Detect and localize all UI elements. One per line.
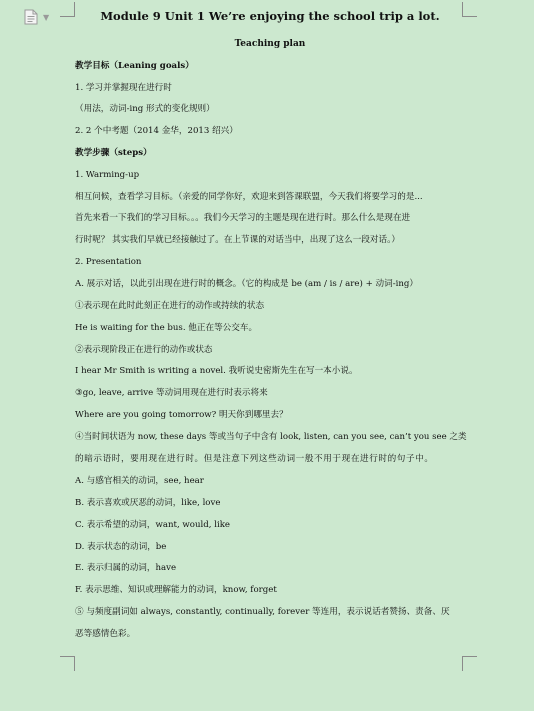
list-item: D. 表示状态的动词，be [75, 542, 167, 552]
text-line: 相互问候，查看学习目标。（亲爱的同学你好，欢迎来到答课联盟，今天我们将要学习的是... [75, 192, 423, 202]
text-line: ③go, leave, arrive 等动词用现在进行时表示将来 [75, 388, 268, 398]
section-heading-goals: 教学目标（Leaning goals） [75, 61, 194, 71]
text-line: 1. 学习并掌握现在进行时 [75, 83, 172, 93]
text-line: 2. Presentation [75, 257, 142, 267]
text-line: （用法，动词-ing 形式的变化规则） [75, 104, 215, 114]
document-icon[interactable] [24, 9, 38, 25]
text-line: 首先来看一下我们的学习目标。。。我们今天学习的主题是现在进行时。那么什么是现在进 [75, 213, 411, 223]
list-item: A. 与感官相关的动词，see, hear [75, 476, 204, 486]
example-sentence: He is waiting for the bus. 他正在等公交车。 [75, 323, 258, 333]
text-line: ②表示现阶段正在进行的动作或状态 [75, 345, 213, 355]
list-item: B. 表示喜欢或厌恶的动词，like, love [75, 498, 221, 508]
text-line: ①表示现在此时此刻正在进行的动作或持续的状态 [75, 301, 265, 311]
dropdown-arrow-icon[interactable]: ▼ [43, 13, 50, 22]
text-line: 1. Warming-up [75, 170, 140, 180]
text-line: ⑤ 与频度副词如 always, constantly, continually, forever 等连用，表示说话者赞扬、责备、厌 [75, 607, 450, 617]
margin-corner-top-left [60, 2, 75, 17]
text-line: ④当时间状语为 now, these days 等或当句子中含有 look, listen, can you see, can’t you see 之类 [75, 432, 467, 442]
example-sentence: I hear Mr Smith is writing a novel. 我听说史密斯先生在写一本小说。 [75, 366, 358, 376]
list-item: E. 表示归属的动词，have [75, 563, 177, 573]
list-item: F. 表示思维、知识或理解能力的动词，know, forget [75, 585, 277, 595]
example-sentence: Where are you going tomorrow? 明天你到哪里去？ [75, 410, 288, 420]
text-line: 行时呢？ 其实我们早就已经接触过了。在上节课的对话当中，出现了这么一段对话。） [75, 235, 400, 245]
text-line: 恶等感情色彩。 [75, 629, 136, 639]
text-line: A. 展示对话，以此引出现在进行时的概念。（它的构成是 be (am / is / are) + 动词-ing） [75, 279, 418, 289]
section-heading-steps: 教学步骤（steps） [75, 148, 152, 158]
margin-corner-bottom-left [60, 656, 75, 671]
margin-corner-bottom-right [462, 656, 477, 671]
list-item: C. 表示希望的动词，want, would, like [75, 520, 230, 530]
document-title: Module 9 Unit 1 We’re enjoying the school trip a lot. [100, 9, 440, 23]
text-line: 的暗示语时，要用现在进行时。但是注意下列这些动词一般不用于现在进行时的句子中。 [75, 454, 434, 464]
document-subtitle: Teaching plan [234, 39, 306, 49]
text-line: 2. 2 个中考题（2014 金华，2013 绍兴） [75, 126, 238, 136]
